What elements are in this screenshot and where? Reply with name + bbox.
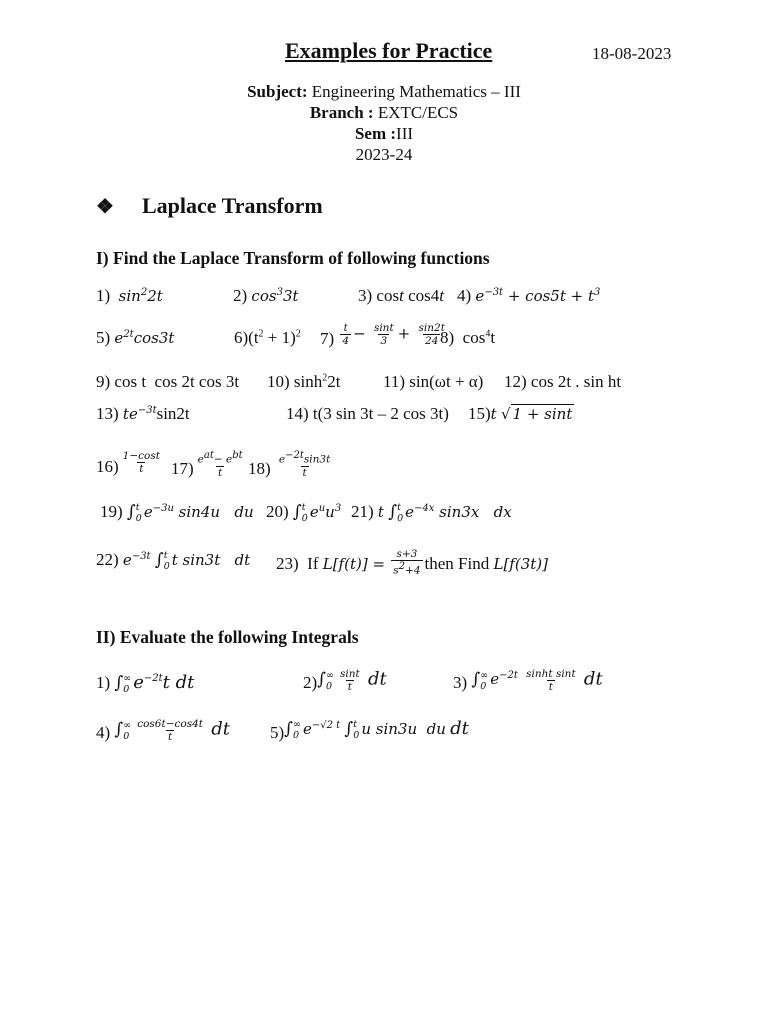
problem-13: 13) $te^{-3t}\sin 2t$ [96,404,190,423]
problem-6: $6)(t^2 + 1)^2$ [234,328,301,347]
branch-label: Branch : [309,103,374,122]
problem-14: 14) t(3 sin 3t – 2 cos 3t) [286,404,449,423]
sem-value: III [396,124,414,143]
problem-3: 3) cost cos4t [358,286,444,305]
integral-3: 3) ∫ ∞ 0 $e^{-2t}$ $\frac{\text{sinht sint}}{t}$ dt [453,668,603,693]
branch-value: EXTC/ECS [373,103,459,122]
problem-17: 17) $\frac{e^{at}- e^{bt}}{t}$ [171,450,243,479]
problem-11: 11) sin(ωt + α) [383,372,484,391]
problem-20: 20) ∫ t 0 $e^uu^3$ [266,502,342,525]
academic-year: 2023-24 [355,145,413,164]
part1-heading: I) Find the Laplace Transform of following functions [96,248,490,268]
date: 18-08-2023 [592,44,672,63]
subject-value: Engineering Mathematics – III [307,82,521,101]
section-heading [96,193,323,219]
problem-1: 1) $\sin^22t$ [96,286,163,305]
branch-line [0,103,768,123]
problem-16: 16) $\frac{1-\cos t}{t}$ [96,450,160,477]
diamond-bullet-icon: ❖ [96,196,114,218]
integral-2: 2)∫ ∞ 0 $\frac{\sin t}{t}$ dt [303,668,387,693]
problem-8: 8) $\cos^4t$ [440,328,496,347]
subject-label: Subject: [247,82,308,101]
problem-12: 12) cos 2t . sin ht [504,372,622,391]
problem-4: 4) $e^{-3t} + \cos 5t + t^3$ [457,286,601,305]
problem-23: 23) If L[f(t)] = $\frac{s+3}{s^2+4}$ then Find L[f(3t)] [276,548,548,577]
section-title: Laplace Transform [142,193,323,218]
part2-heading: II) Evaluate the following Integrals [96,627,359,647]
problem-15: 15)t √ 1 + sint [468,404,573,423]
problem-5: 5) $e^{2t}\cos 3t$ [96,328,175,347]
problem-9: 9) cos t cos 2t cos 3t [96,372,240,391]
sem-line [0,124,768,144]
integral-1: 1) ∫ ∞ 0 $e^{-2t}t$ dt [96,672,195,696]
integral-5: 5)∫ ∞ 0 $e^{-√2 t}$ ∫ t 0 u sin3u du dt [270,718,469,742]
problem-10: 10) $\sinh^22t$ [267,372,341,391]
problem-18: 18) $\frac{e^{-2t}\sin 3t}{t}$ [248,450,331,479]
integral-4: 4) ∫ ∞ 0 $\frac{\cos 6t-\cos 4t}{t}$ dt [96,718,230,743]
problem-2: 2) $\cos^33t$ [233,286,299,305]
problem-19: 19) ∫ t 0 $e^{-3u}$ sin4u du [100,502,254,525]
problem-7: 7) $\frac{t}{4}$ − $\frac{\sin t}{3}$ + $\frac{\sin 2t}{24}$ [320,322,445,349]
problem-21: 21) t ∫ t 0 $e^{-4x}$ sin3x dx [351,502,512,525]
problem-22: 22) $e^{-3t}$ ∫ t 0 t sin3t dt [96,550,251,573]
sem-label: Sem : [354,124,397,143]
subject-line [0,82,768,102]
page-title: Examples for Practice [285,38,493,63]
